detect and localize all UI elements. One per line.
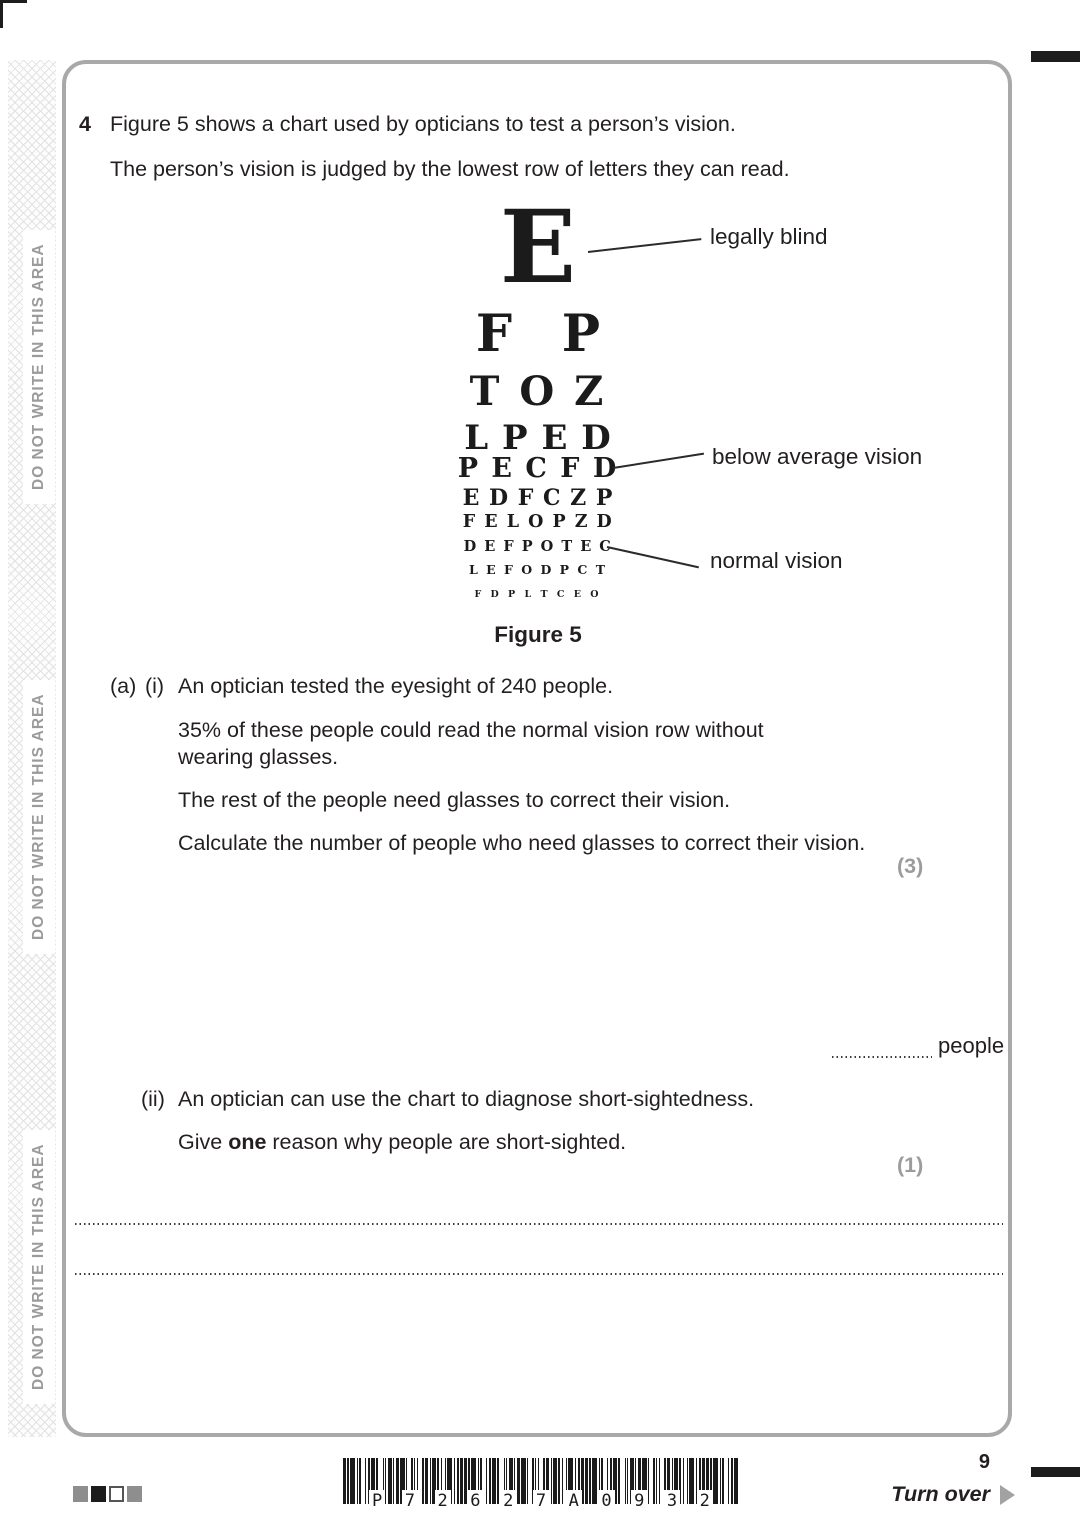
turn-over-label: Turn over	[891, 1482, 990, 1506]
part-ii-text-line1: An optician can use the chart to diagnose short-sightedness.	[178, 1087, 755, 1111]
question-number: 4	[79, 112, 91, 136]
do-not-write-margin	[8, 60, 56, 1437]
eye-chart-row: F E L O P Z D	[462, 512, 614, 532]
do-not-write-text: DO NOT WRITE IN THIS AREA	[23, 230, 55, 504]
part-ii-text-line2: Give one reason why people are short-sighted.	[178, 1130, 627, 1154]
registration-squares	[73, 1486, 142, 1502]
eye-chart-row: E D F C Z P	[462, 485, 614, 511]
marks-badge-1: (1)	[897, 1153, 924, 1177]
eye-chart-row: T O Z	[469, 368, 607, 415]
eye-chart-row: E	[499, 188, 577, 306]
label-below-average-vision: below average vision	[712, 444, 923, 469]
answer-line[interactable]	[75, 1205, 1003, 1225]
part-i-text-line1: An optician tested the eyesight of 240 people.	[178, 674, 614, 698]
part-i-label: (i)	[145, 674, 165, 698]
answer-line[interactable]	[75, 1255, 1003, 1275]
answer-unit-label: people	[938, 1033, 1005, 1058]
part-i-text-line2b: wearing glasses.	[178, 745, 339, 769]
eye-chart-row: F D P L T C E O	[474, 589, 602, 600]
barcode-text: P 7 2 6 2 7 A 0 9 3 2	[369, 1490, 713, 1512]
question-intro-line2: The person’s vision is judged by the lowest row of letters they can read.	[110, 157, 790, 181]
eye-chart-row: L E F O D P C T	[468, 562, 608, 577]
emphasis-one: one	[228, 1130, 267, 1154]
figure-caption: Figure 5	[494, 622, 582, 647]
barcode	[343, 1458, 739, 1512]
label-legally-blind: legally blind	[710, 224, 828, 249]
label-normal-vision: normal vision	[710, 548, 843, 573]
eye-chart-row: D E F P O T E C	[463, 538, 613, 555]
marks-badge-3: (3)	[897, 854, 924, 878]
part-i-text-line2a: 35% of these people could read the normal vision row without	[178, 718, 764, 742]
question-intro-line1: Figure 5 shows a chart used by opticians to test a person’s vision.	[110, 112, 736, 136]
answer-blank-people[interactable]	[832, 1038, 932, 1058]
turn-over-arrow-icon	[1000, 1485, 1015, 1505]
part-ii-label: (ii)	[141, 1087, 165, 1111]
part-a-label: (a)	[110, 674, 137, 698]
do-not-write-text: DO NOT WRITE IN THIS AREA	[23, 1130, 55, 1404]
eye-chart-row: P E C F D	[457, 453, 619, 484]
eye-chart-row: L P E D	[464, 418, 612, 458]
crop-mark-top-left	[0, 0, 27, 28]
page-number: 9	[978, 1451, 990, 1473]
corner-bar-top-right	[1031, 51, 1080, 62]
corner-bar-bottom-right	[1031, 1467, 1080, 1477]
eye-chart-row: F P	[475, 304, 617, 364]
part-i-text-line4: Calculate the number of people who need glasses to correct their vision.	[178, 831, 866, 855]
part-i-text-line3: The rest of the people need glasses to correct their vision.	[178, 788, 731, 812]
do-not-write-text: DO NOT WRITE IN THIS AREA	[23, 680, 55, 954]
